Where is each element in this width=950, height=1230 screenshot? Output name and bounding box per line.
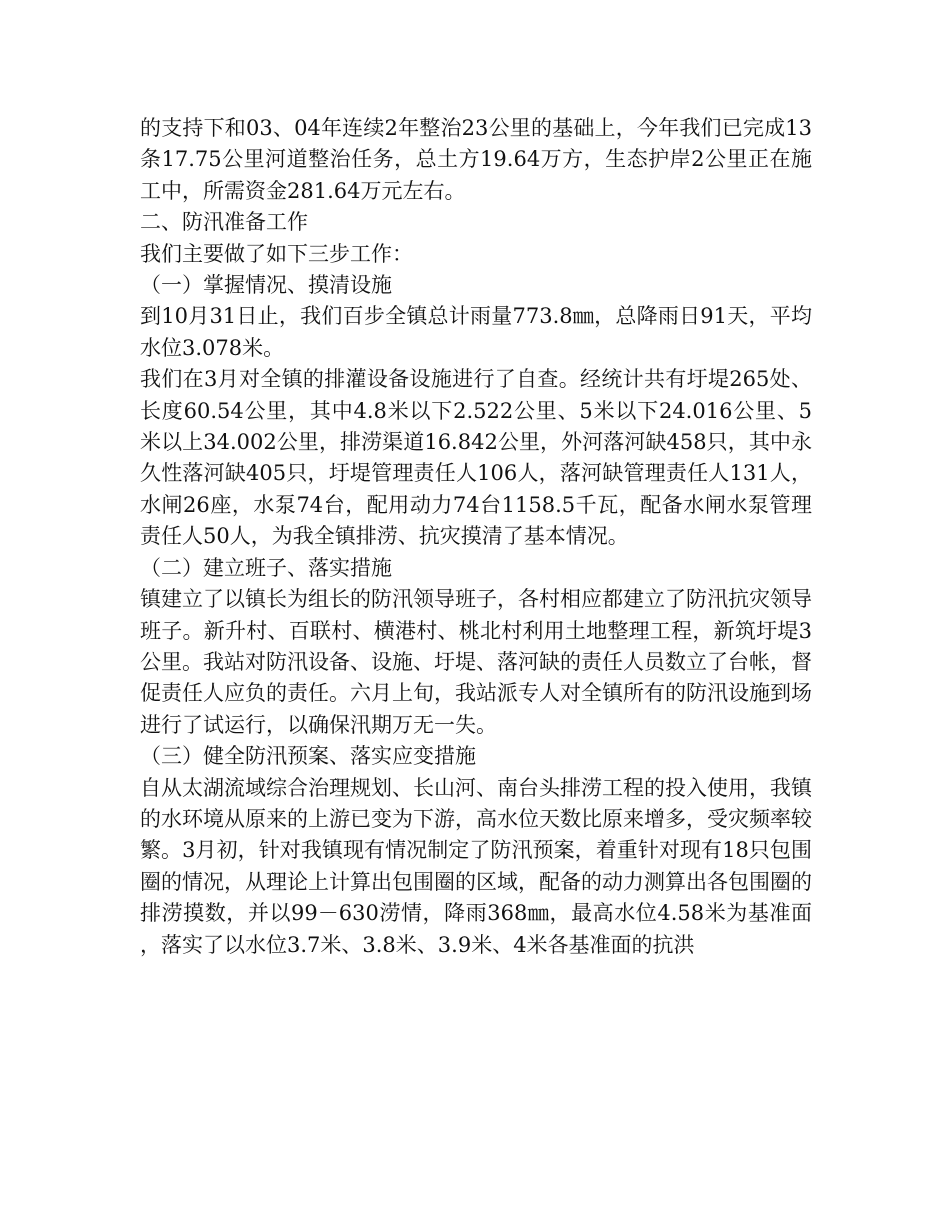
subheading-step-1: （一）掌握情况、摸清设施 bbox=[140, 273, 392, 298]
paragraph-leadership: 镇建立了以镇长为组长的防汛领导班子，各村相应都建立了防汛抗灾领导班子。新升村、百联村、横港村、桃北村利用土地整理工程，新筑圩堤3公里。我站对防汛设备、设施、圩堤、落河缺的责任人员数立了台帐，督促责任人应负的责任。六月上旬，我站派专人对全镇所有的防汛设施到场进行了试运行，以确保汛期万无一失。 bbox=[140, 587, 812, 737]
document-body bbox=[140, 113, 812, 961]
subheading-step-2: （二）建立班子、落实措施 bbox=[140, 555, 392, 580]
subheading-step-3: （三）健全防汛预案、落实应变措施 bbox=[140, 744, 476, 769]
heading-flood-prep: 二、防汛准备工作 bbox=[140, 210, 308, 235]
paragraph-contingency: 自从太湖流域综合治理规划、长山河、南台头排涝工程的投入使用，我镇的水环境从原来的上游已变为下游，高水位天数比原来增多，受灾频率较繁。3月初，针对我镇现有情况制定了防汛预案，着重针对现有18只包围圈的情况，从理论上计算出包围圈的区域，配备的动力测算出各包围圈的排涝摸数，并以99－630涝情，降雨368㎜，最高水位4.58米为基准面，落实了以水位3.7米、3.8米、3.9米、4米各基准面的抗洪 bbox=[140, 775, 812, 957]
paragraph-river-works: 的支持下和03、04年连续2年整治23公里的基础上，今年我们已完成13条17.75公里河道整治任务，总土方19.64万方，生态护岸2公里正在施工中，所需资金281.64万元左右。 bbox=[140, 116, 812, 203]
paragraph-inspection: 我们在3月对全镇的排灌设备设施进行了自查。经统计共有圩堤265处、长度60.54公里，其中4.8米以下2.522公里、5米以下24.016公里、5米以上34.002公里，排涝渠道16.842公里，外河落河缺458只，其中永久性落河缺405只，圩堤管理责任人106人，落河缺管理责任人131人，水闸26座，水泵74台，配用动力74台1158.5千瓦，配备水闸水泵管理责任人50人，为我全镇排涝、抗灾摸清了基本情况。 bbox=[140, 367, 812, 549]
paragraph-rainfall: 到10月31日止，我们百步全镇总计雨量773.8㎜，总降雨日91天，平均水位3.078米。 bbox=[140, 304, 812, 360]
paragraph-three-steps: 我们主要做了如下三步工作： bbox=[140, 241, 413, 266]
